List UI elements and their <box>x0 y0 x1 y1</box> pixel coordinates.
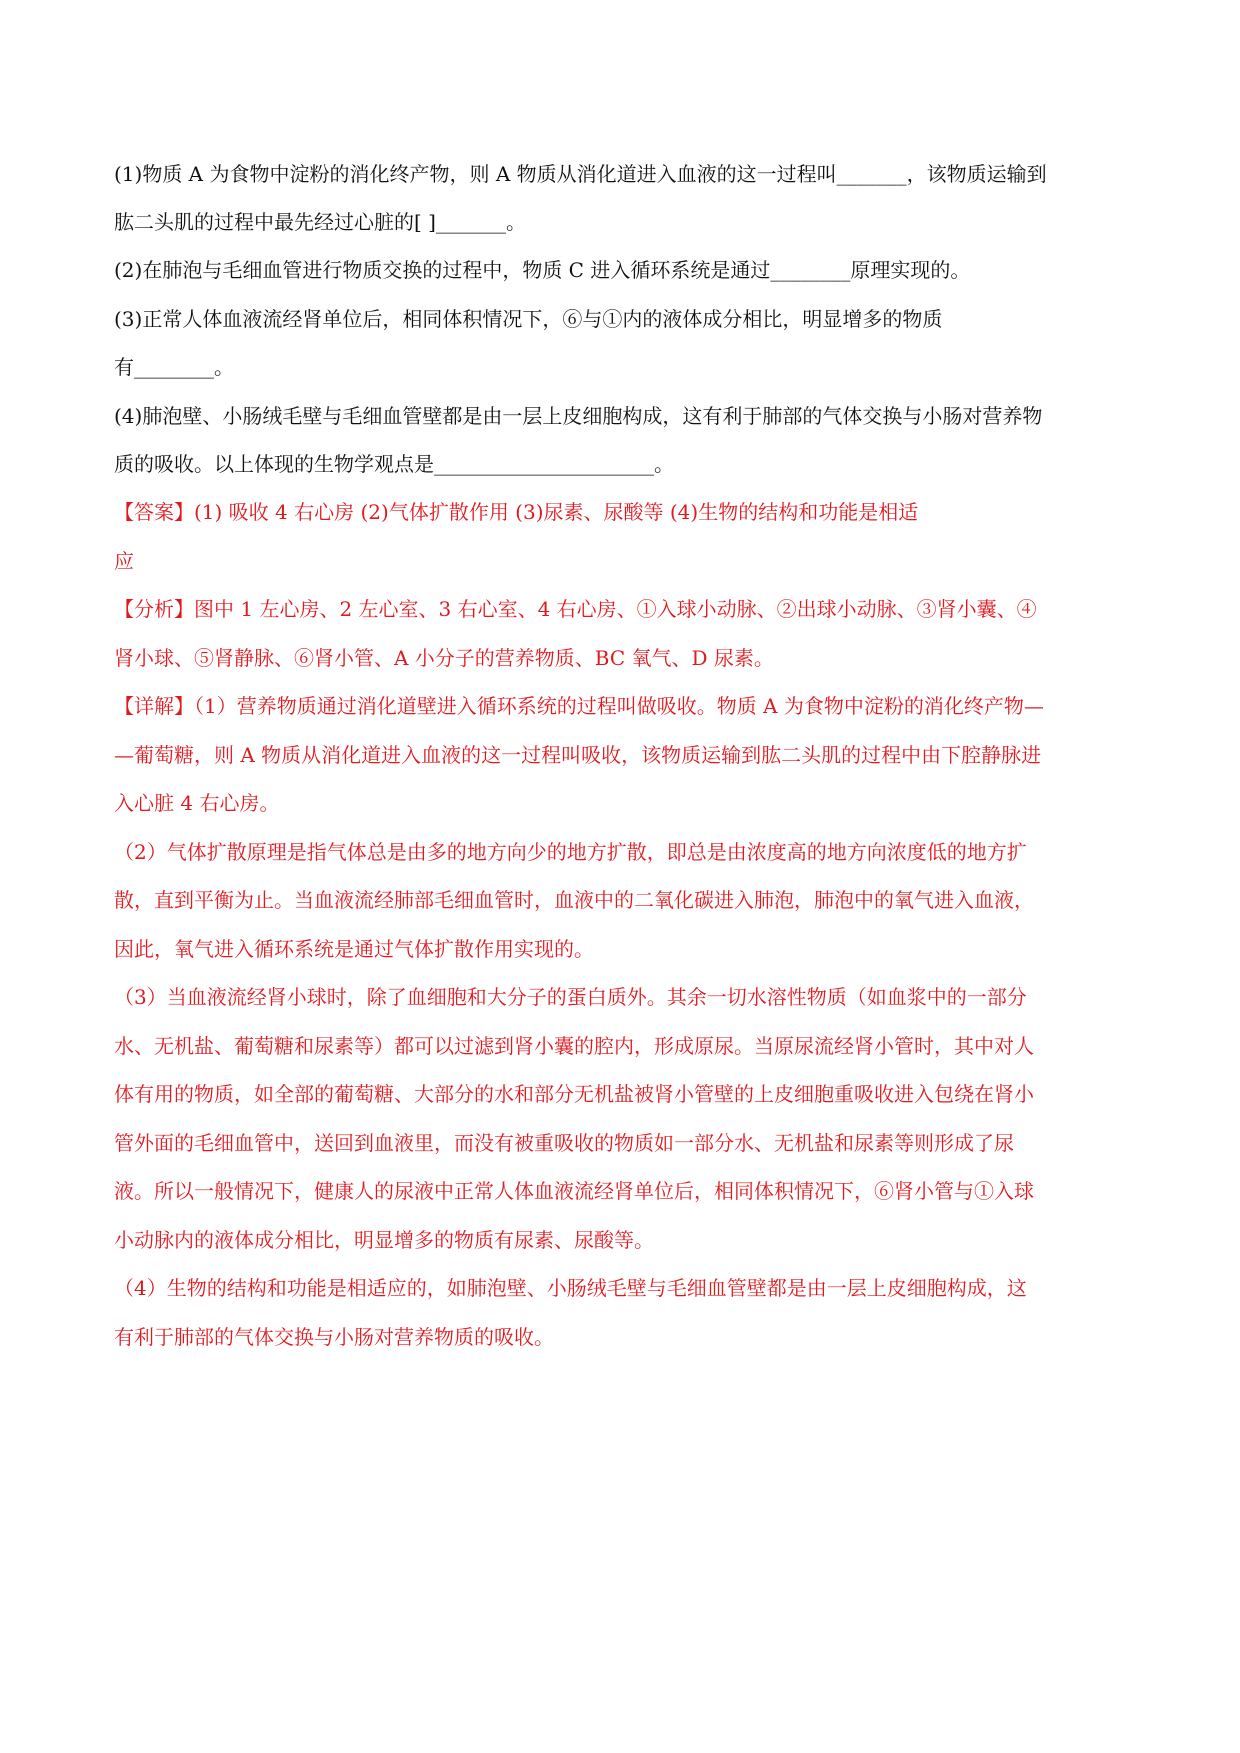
question-1-line-1: (1)物质 A 为食物中淀粉的消化终产物，则 A 物质从消化道进入血液的这一过程叫_______，该物质运输到 <box>114 162 1047 186</box>
answer-line-2: 应 <box>114 549 134 573</box>
question-2-line-1: (2)在肺泡与毛细血管进行物质交换的过程中，物质 C 进入循环系统是通过________原理实现的。 <box>114 258 971 282</box>
analysis-line-1: 【分析】图中 1 左心房、2 左心室、3 右心室、4 右心房、①入球小动脉、②出球小动脉、③肾小囊、④ <box>114 597 1037 621</box>
detail-line-1: 【详解】（1）营养物质通过消化道壁进入循环系统的过程叫做吸收。物质 A 为食物中淀粉的消化终产物— <box>114 694 1044 718</box>
detail-line-8: 水、无机盐、葡萄糖和尿素等）都可以过滤到肾小囊的腔内，形成原尿。当原尿流经肾小管时，其中对人 <box>114 1034 1034 1058</box>
detail-line-7: （3）当血液流经肾小球时，除了血细胞和大分子的蛋白质外。其余一切水溶性物质（如血浆中的一部分 <box>114 985 1027 1009</box>
question-3-line-2: 有________。 <box>114 355 234 379</box>
detail-line-11: 液。所以一般情况下，健康人的尿液中正常人体血液流经肾单位后，相同体积情况下，⑥肾小管与①入球 <box>114 1179 1034 1203</box>
question-3-line-1: (3)正常人体血液流经肾单位后，相同体积情况下，⑥与①内的液体成分相比，明显增多的物质 <box>114 307 943 331</box>
question-4-line-2: 质的吸收。以上体现的生物学观点是______________________。 <box>114 452 674 476</box>
detail-line-10: 管外面的毛细血管中，送回到血液里，而没有被重吸收的物质如一部分水、无机盐和尿素等则形成了尿 <box>114 1131 1014 1155</box>
detail-line-5: 散，直到平衡为止。当血液流经肺部毛细血管时，血液中的二氧化碳进入肺泡，肺泡中的氧气进入血液， <box>114 888 1034 912</box>
detail-line-4: （2）气体扩散原理是指气体总是由多的地方向少的地方扩散，即总是由浓度高的地方向浓度低的地方扩 <box>114 840 1027 864</box>
analysis-line-2: 肾小球、⑤肾静脉、⑥肾小管、A 小分子的营养物质、BC 氧气、D 尿素。 <box>114 646 774 670</box>
detail-line-13: （4）生物的结构和功能是相适应的，如肺泡壁、小肠绒毛壁与毛细血管壁都是由一层上皮细胞构成，这 <box>114 1276 1027 1300</box>
detail-line-6: 因此，氧气进入循环系统是通过气体扩散作用实现的。 <box>114 937 594 961</box>
detail-line-2: —葡萄糖，则 A 物质从消化道进入血液的这一过程叫吸收，该物质运输到肱二头肌的过程中由下腔静脉进 <box>114 743 1042 767</box>
detail-line-12: 小动脉内的液体成分相比，明显增多的物质有尿素、尿酸等。 <box>114 1228 654 1252</box>
detail-line-9: 体有用的物质，如全部的葡萄糖、大部分的水和部分无机盐被肾小管壁的上皮细胞重吸收进入包绕在肾小 <box>114 1082 1034 1106</box>
detail-line-3: 入心脏 4 右心房。 <box>114 791 280 815</box>
detail-line-14: 有利于肺部的气体交换与小肠对营养物质的吸收。 <box>114 1325 554 1349</box>
answer-line-1: 【答案】(1) 吸收 4 右心房 (2)气体扩散作用 (3)尿素、尿酸等 (4)生物的结构和功能是相适 <box>114 500 919 524</box>
question-1-line-2: 肱二头肌的过程中最先经过心脏的[ ]_______。 <box>114 210 526 234</box>
question-4-line-1: (4)肺泡壁、小肠绒毛壁与毛细血管壁都是由一层上皮细胞构成，这有利于肺部的气体交换与小肠对营养物 <box>114 404 1043 428</box>
